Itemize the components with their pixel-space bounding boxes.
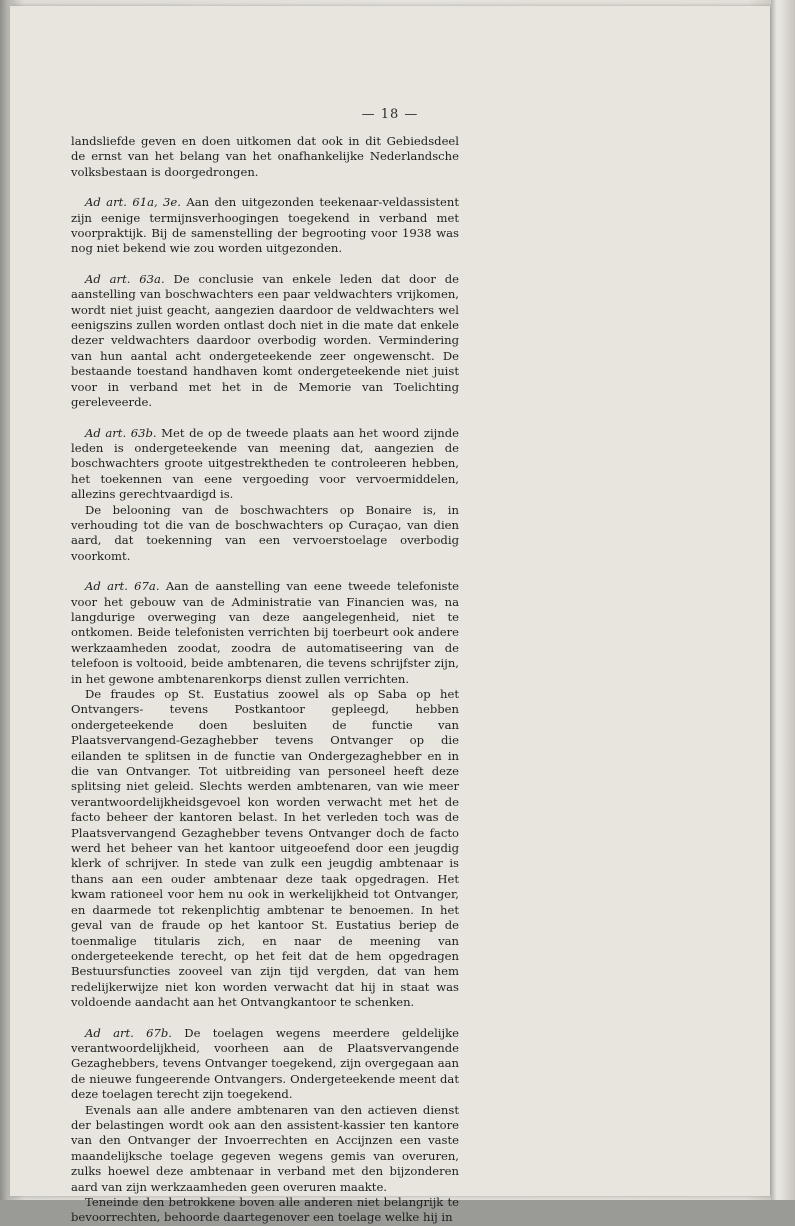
document-page: [10, 6, 770, 1225]
paragraph-text: Evenals aan alle andere ambtenaren van den actieven dienst der belastingen wordt ook aan den assistent-kassier ten kantore van den Ontvanger der Invoerrechten en Accijnzen een vaste maandelijksche toelage gegeven wegens gemis van overuren, zulks hoewel deze ambtenaar in verband met den bijzonderen aard van zijn werkzaamheden geen overuren maakte.: [71, 1102, 459, 1194]
page-number: — 18 —: [361, 107, 419, 122]
paragraph-text: De fraudes op St. Eustatius zoowel als op Saba op het Ontvangers- tevens Postkantoor gepleegd, hebben ondergeteekende doen besluiten de functie van Plaatsvervangend-Gezaghebber tevens Ontvanger op die eilanden te splitsen in de functie van Ondergezaghebber en in die van Ontvanger. Tot uitbreiding van personeel heeft deze splitsing niet geleid. Slechts werden ambtenaren, van wie meer verantwoordelijkheidsgevoel kon worden verwacht met het de facto beheer der kantoren belast. In het verleden toch was de Plaatsvervangend Gezaghebber tevens Ontvanger doch de facto werd het beheer van het kantoor uitgeoefend door een jeugdig klerk of schrijver. In stede van zulk een jeugdig ambtenaar is thans aan een ouder ambtenaar deze taak opgedragen. Het kwam rationeel voor hem nu ook in werkelijkheid tot Ontvanger, en daarmede tot rekenplichtig ambtenar te benoemen. In het geval van de fraude op het kantoor St. Eustatius beriep de toenmalige titularis zich, en naar de meening van ondergeteekende terecht, op het feit dat de hem opgedragen Bestuursfuncties zooveel van zijn tijd vergden, dat van hem redelijkerwijze niet kon worden verwacht dat hij in staat was voldoende aandacht aan het Ontvangkantoor te schenken.: [71, 687, 459, 1010]
paragraph: [71, 1026, 459, 1103]
paragraph-text: De belooning van de boschwachters op Bonaire is, in verhouding tot die van de boschwachters op Curaçao, van dien aard, dat toekenning van een vervoerstoelage overbodig voorkomt.: [71, 502, 459, 563]
paragraph: [71, 1103, 459, 1195]
article-reference: Ad art. 63a.: [85, 271, 165, 286]
paragraph: [71, 426, 459, 503]
body-text: [71, 134, 459, 1226]
paragraph: [71, 579, 459, 687]
paragraph-text: Teneinde den betrokkene boven alle anderen niet belangrijk te bevoorrechten, behoorde daartegenover een toelage welke hij in: [71, 1195, 459, 1225]
article-reference: Ad art. 67a.: [85, 579, 160, 594]
paragraph: [71, 1195, 459, 1226]
paragraph-text: Aan den uitgezonden teekenaar-veldassistent zijn eenige termijnsverhoogingen toegekend in verband met voorpraktijk. Bij de samenstelling der begrooting voor 1938 was nog niet bekend wie zou worden uitgezonden.: [71, 195, 460, 256]
article-reference: Ad art. 67b.: [85, 1025, 172, 1040]
paragraph-text: Met de op de tweede plaats aan het woord zijnde leden is ondergeteekende van meening dat, aangezien de boschwachters groote uitgestrektheden te controleeren hebben, het toekennen van eene vergoeding voor vervoermiddelen, allezins gerechtvaardigd is.: [71, 425, 459, 502]
paragraph-text: Aan de aanstelling van eene tweede telefoniste voor het gebouw van de Administratie van Financien was, na langdurige overweging van deze aangelegenheid, niet te ontkomen. Beide telefonisten verrichten bij toerbeurt ook andere werkzaamheden zoodat, zoodra de automatiseering van de telefoon is voltooid, beide ambtenaren, die tevens schrijfster zijn, in het gewone ambtenarenkorps dienst zullen verrichten.: [71, 579, 459, 686]
paragraph-text: De toelagen wegens meerdere geldelijke verantwoordelijkheid, voorheen aan de Plaatsvervangende Gezaghebbers, tevens Ontvanger toegekend, zijn overgegaan aan de nieuwe fungeerende Ontvangers. Ondergeteekende meent dat deze toelagen terecht zijn toegekend.: [71, 1025, 459, 1102]
paragraph: [71, 134, 459, 180]
paragraph-text: De conclusie van enkele leden dat door de aanstelling van boschwachters een paar veldwachters vrijkomen, wordt niet juist geacht, aangezien daardoor de veldwachters wel eenigszins zullen worden ontlast doch niet in die mate dat enkele dezer veldwachters daardoor overbodig worden. Vermindering van hun aantal acht ondergeteekende zeer ongewenscht. De bestaande toestand handhaven komt ondergeteekende niet juist voor in verband met het in de Memorie van Toelichting gereleveerde.: [71, 271, 459, 410]
paragraph: [71, 195, 459, 257]
paragraph-text: landsliefde geven en doen uitkomen dat ook in dit Gebiedsdeel de ernst van het belang van het onafhankelijke Nederlandsche volksbestaan is doorgedrongen.: [71, 134, 459, 179]
article-reference: Ad art. 63b.: [85, 425, 157, 440]
page-edge: [771, 0, 777, 1200]
paragraph: [71, 272, 459, 411]
paragraph: [71, 687, 459, 1011]
paragraph: [71, 503, 459, 565]
article-reference: Ad art. 61a, 3e.: [85, 195, 181, 210]
